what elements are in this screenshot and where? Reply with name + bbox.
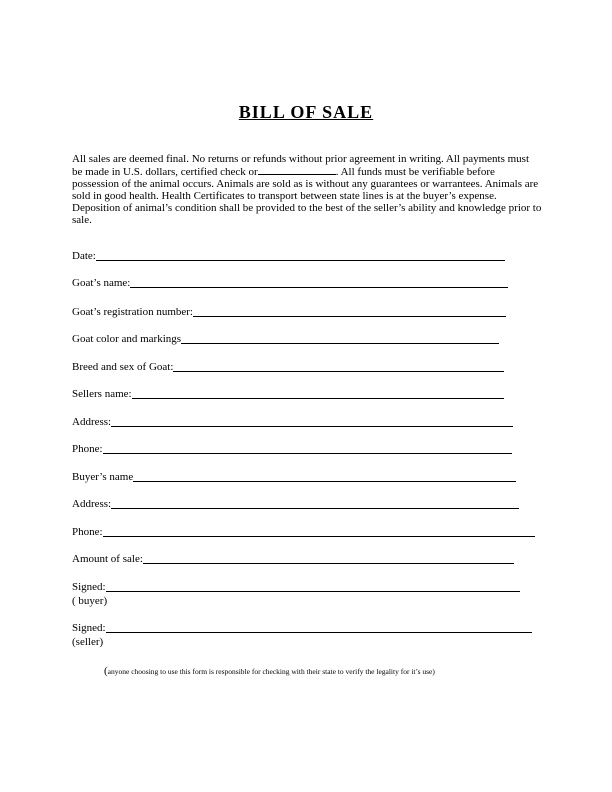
sellers-name-label: Sellers name: xyxy=(72,388,132,400)
terms-text-part2: . All funds must be verifiable before possession of the animal occurs. Animals are sold as is without any guarantees or warrantees. Animals are sold in good health. Health Certificates to transport between state lines is at the buyer’s expense. Deposition of animal’s condition shall be provided to the best of the seller’s ability and knowledge prior to sale. xyxy=(72,166,542,226)
seller-signature-field xyxy=(72,622,532,635)
buyer-phone-label: Phone: xyxy=(72,526,103,538)
disclaimer-note xyxy=(104,665,435,677)
seller-phone-field xyxy=(72,443,512,456)
buyers-name-field xyxy=(72,471,516,484)
registration-label: Goat’s registration number: xyxy=(72,306,193,318)
buyer-phone-line[interactable] xyxy=(103,526,535,537)
buyer-phone-field xyxy=(72,526,535,539)
terms-text-part1: All sales are deemed final. No returns or refunds without prior agreement in writing. All payments must be made in U.S. dollars, certified check or xyxy=(72,153,529,178)
buyer-address-line[interactable] xyxy=(111,498,519,509)
seller-address-line[interactable] xyxy=(111,416,513,427)
color-markings-label: Goat color and markings xyxy=(72,333,182,345)
amount-line[interactable] xyxy=(143,553,514,564)
disclaimer-text: anyone choosing to use this form is responsible for checking with their state to verify the legality for it’s use) xyxy=(107,667,435,676)
goat-name-field xyxy=(72,277,508,290)
amount-label: Amount of sale: xyxy=(72,553,143,565)
amount-field xyxy=(72,553,514,566)
date-line[interactable] xyxy=(96,250,505,261)
goat-name-label: Goat’s name: xyxy=(72,277,131,289)
terms-paragraph xyxy=(72,153,542,226)
seller-signature-label: Signed: xyxy=(72,622,106,634)
sellers-name-line[interactable] xyxy=(132,388,504,399)
seller-phone-label: Phone: xyxy=(72,443,103,455)
sellers-name-field xyxy=(72,388,504,401)
buyer-signature-line[interactable] xyxy=(106,581,520,592)
buyer-role-label: ( buyer) xyxy=(72,595,108,607)
payment-method-blank[interactable] xyxy=(258,165,336,175)
buyers-name-line[interactable] xyxy=(133,471,516,482)
buyers-name-label: Buyer’s name xyxy=(72,471,134,483)
buyer-address-label: Address: xyxy=(72,498,112,510)
buyer-address-field xyxy=(72,498,519,511)
seller-address-label: Address: xyxy=(72,416,112,428)
breed-sex-line[interactable] xyxy=(173,361,504,372)
breed-sex-label: Breed and sex of Goat: xyxy=(72,361,174,373)
buyer-signature-label: Signed: xyxy=(72,581,106,593)
disclaimer-open-paren: ( xyxy=(104,665,108,677)
date-label: Date: xyxy=(72,250,96,262)
date-field xyxy=(72,250,505,263)
seller-signature-line[interactable] xyxy=(106,622,532,633)
seller-phone-line[interactable] xyxy=(103,443,512,454)
seller-role-label: (seller) xyxy=(72,636,104,648)
seller-address-field xyxy=(72,416,513,429)
document-title: BILL OF SALE xyxy=(238,102,374,122)
color-markings-line[interactable] xyxy=(181,333,499,344)
registration-field xyxy=(72,306,506,319)
goat-name-line[interactable] xyxy=(130,277,508,288)
color-markings-field xyxy=(72,333,499,346)
registration-line[interactable] xyxy=(193,306,506,317)
buyer-signature-field xyxy=(72,581,520,594)
breed-sex-field xyxy=(72,361,504,374)
